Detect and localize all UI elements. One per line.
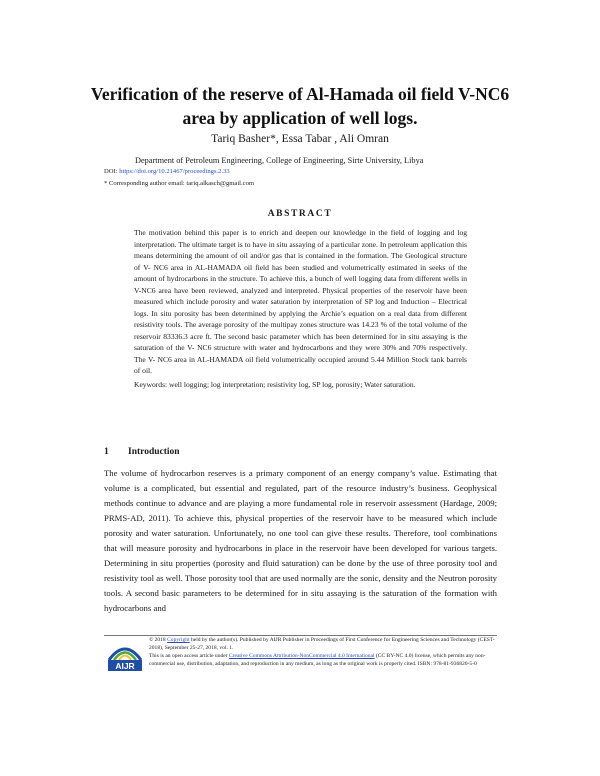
paper-title — [60, 82, 540, 130]
body-paragraph: The volume of hydrocarbon reserves is a primary component of an energy company’s value. Estimating that volume is a complicated, but essential and regulated, part of the resource industry’s business. Geophysical methods continue to advance and are playing a more fundamental role in reservoir assessment (Hardage, 2009; PRMS-AD, 2011). To achieve this, physical properties of the reservoir have to be measured which include porosity and water saturation. Unfortunately, no one tool can give these results. Therefore, tool combinations that will measure porosity and hydrocarbons in place in the reservoir have been developed for various targets. Determining in situ properties (porosity and fluid saturation) can be done by the use of three porosity tool and resistivity tool as well. Those porosity tool that are used normally are the sonic, density and the Neutron porosity tools. A second basic parameters to be determined for in situ assaying is the saturation of the formation with hydrocarbons and — [104, 468, 497, 614]
title-line-2: area by application of well logs. — [182, 108, 418, 128]
title-line-1: Verification of the reserve of Al-Hamada oil field V-NC6 — [90, 84, 510, 104]
license-line — [149, 653, 497, 669]
section-number: 1 — [104, 447, 109, 457]
abstract-block — [134, 227, 467, 390]
keywords: Keywords: well logging; log interpretation; resistivity log, SP log, porosity; Water saturation. — [134, 379, 416, 389]
abstract-text: The motivation behind this paper is to enrich and deepen our knowledge in the field of logging and log interpretation. The ultimate target is to have in situ assaying of a particular zone. In petroleum application this means determining the amount of oil and/or gas that is contained in the formation. The Geological structure of V- NC6 area in AL-HAMADA oil field has been studied and volumetrically estimated in seeks of the amount of hydrocarbons in the structure. To achieve this, a bunch of well logging data from different wells in V-NC6 area have been reviewed, analyzed and interpreted. Physical properties of the reservoir have been measured which include porosity and water saturation by interpretation of SP log and Induction – Electrical logs. In situ porosity has been determined by applying the Archie’s equation on a real data from different resistivity tools. The average porosity of the multipay zones structure was 14.23 % of the total volume of the reservoir 83336.3 acre ft. The second basic parameter which has been determined for in situ assaying is the saturation of the V- NC6 structure with water and hydrocarbons and they were 30% and 70% respectively. The V- NC6 area in AL-HAMADA oil field volumetrically occupied around 5.44 Million Stock tank barrels of oil. — [134, 228, 467, 375]
copyright-line — [149, 637, 497, 653]
logo-text: AIJR — [115, 661, 135, 671]
license-link[interactable]: Creative Commons Attribution-NonCommercial 4.0 International — [228, 652, 375, 659]
corresponding-author: * Corresponding author email: tariq.alkasch@gmail.com — [104, 180, 254, 187]
doi-line — [104, 168, 230, 175]
aijr-logo — [106, 636, 144, 672]
footer-divider — [104, 635, 497, 636]
doi-link[interactable]: https://doi.org/10.21467/proceedings.2.33 — [119, 168, 230, 175]
abstract-heading: ABSTRACT — [267, 209, 333, 219]
aijr-logo-graphic — [106, 636, 144, 672]
authors: Tariq Basher*, Essa Tabar , Ali Omran — [211, 133, 389, 145]
copyright-text: held by the author(s). Published by AIJR Publisher in Proceedings of First Conference for Engineering Sciences and Technology (CEST-2018), September 25-27, 2018, vol. 1. — [149, 637, 495, 651]
copyright-prefix: © 2018 — [149, 637, 168, 643]
doi-label: DOI: — [104, 168, 120, 175]
section-title: Introduction — [128, 447, 180, 457]
affiliation: Department of Petroleum Engineering, College of Engineering, Sirte University, Libya — [135, 156, 424, 165]
footer-notice — [149, 637, 497, 669]
section-heading — [104, 447, 180, 457]
license-text: (CC BY-NC 4.0) license, which permits any non-commercial use, distribution, adaptation, and reproduction in any medium, as long as the original work is properly cited. ISBN: 978-81-936820-5-0 — [149, 652, 486, 667]
license-prefix: This is an open access article under — [149, 652, 229, 659]
copyright-link[interactable]: Copyright — [167, 637, 190, 643]
body-text-block — [104, 466, 497, 616]
